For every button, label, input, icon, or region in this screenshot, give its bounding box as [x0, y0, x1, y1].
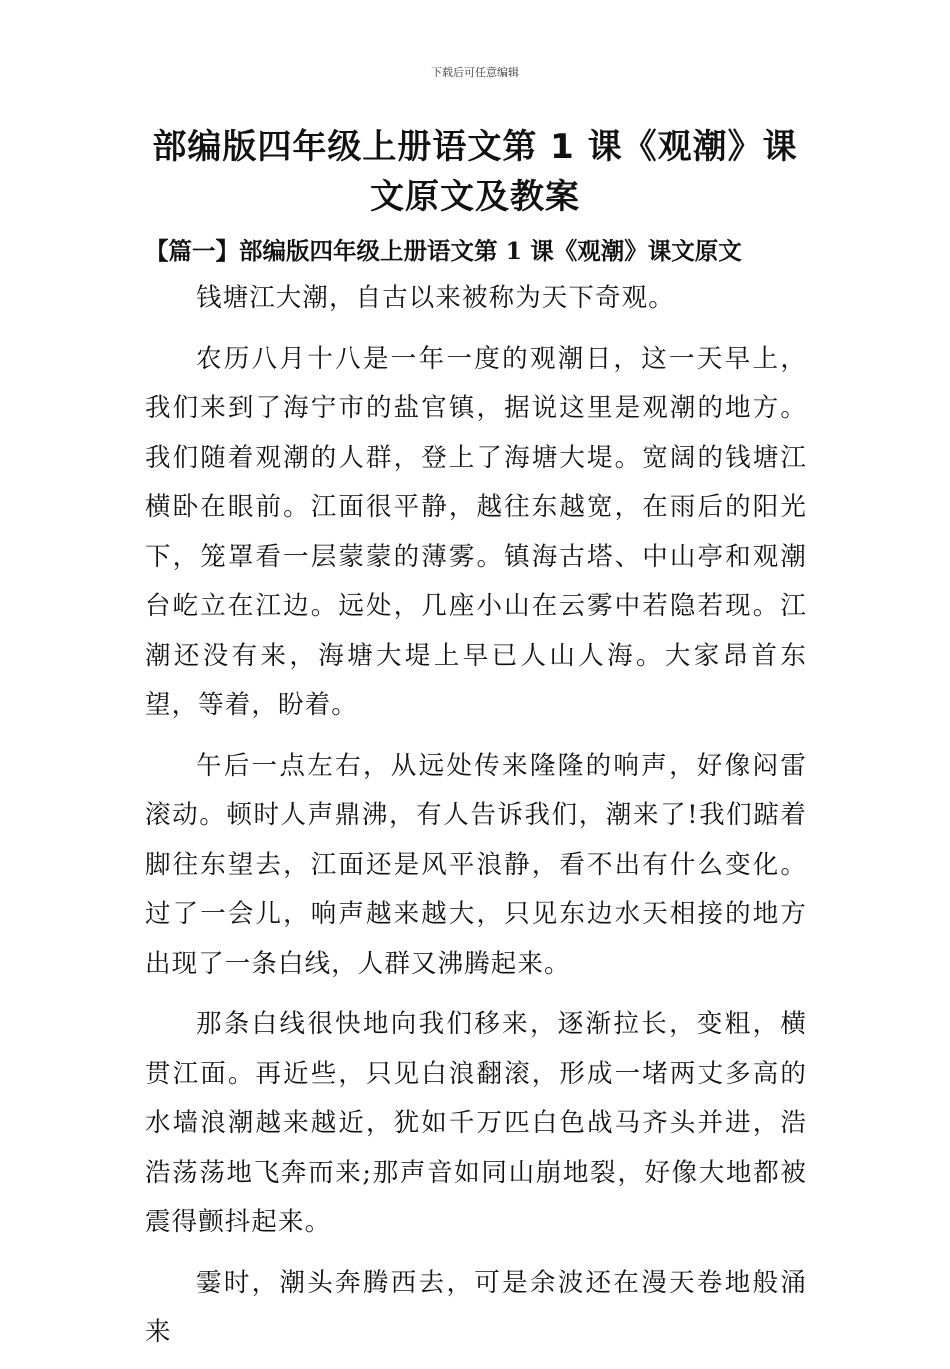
section-heading: 【篇一】部编版四年级上册语文第 1 课《观潮》课文原文	[145, 237, 742, 265]
paragraph: 霎时，潮头奔腾西去，可是余波还在漫天卷地般涌来	[145, 1267, 807, 1347]
paragraph: 钱塘江大潮，自古以来被称为天下奇观。	[196, 283, 675, 313]
body-text	[145, 274, 807, 1369]
header-note: 下载后可任意编辑	[431, 66, 519, 79]
document-title: 部编版四年级上册语文第 1 课《观潮》课文原文及教案	[152, 127, 798, 217]
paragraph: 那条白线很快地向我们移来，逐渐拉长，变粗，横贯江面。再近些，只见白浪翻滚，形成一堵两丈多高的水墙浪潮越来越近，犹如千万匹白色战马齐头并进，浩浩荡荡地飞奔而来;那声音如同山崩地裂，好像大地都被震得颤抖起来。	[145, 1009, 807, 1237]
paragraph: 农历八月十八是一年一度的观潮日，这一天早上，我们来到了海宁市的盐官镇，据说这里是观潮的地方。我们随着观潮的人群，登上了海塘大堤。宽阔的钱塘江横卧在眼前。江面很平静，越往东越宽，在雨后的阳光下，笼罩看一层蒙蒙的薄雾。镇海古塔、中山亭和观潮台屹立在江边。远处，几座小山在云雾中若隐若现。江潮还没有来，海塘大堤上早已人山人海。大家昂首东望，等着，盼着。	[145, 343, 807, 720]
paragraph: 午后一点左右，从远处传来隆隆的响声，好像闷雷滚动。顿时人声鼎沸，有人告诉我们，潮来了!我们踮着脚往东望去，江面还是风平浪静，看不出有什么变化。过了一会儿，响声越来越大，只见东边水天相接的地方出现了一条白线，人群又沸腾起来。	[145, 750, 807, 979]
